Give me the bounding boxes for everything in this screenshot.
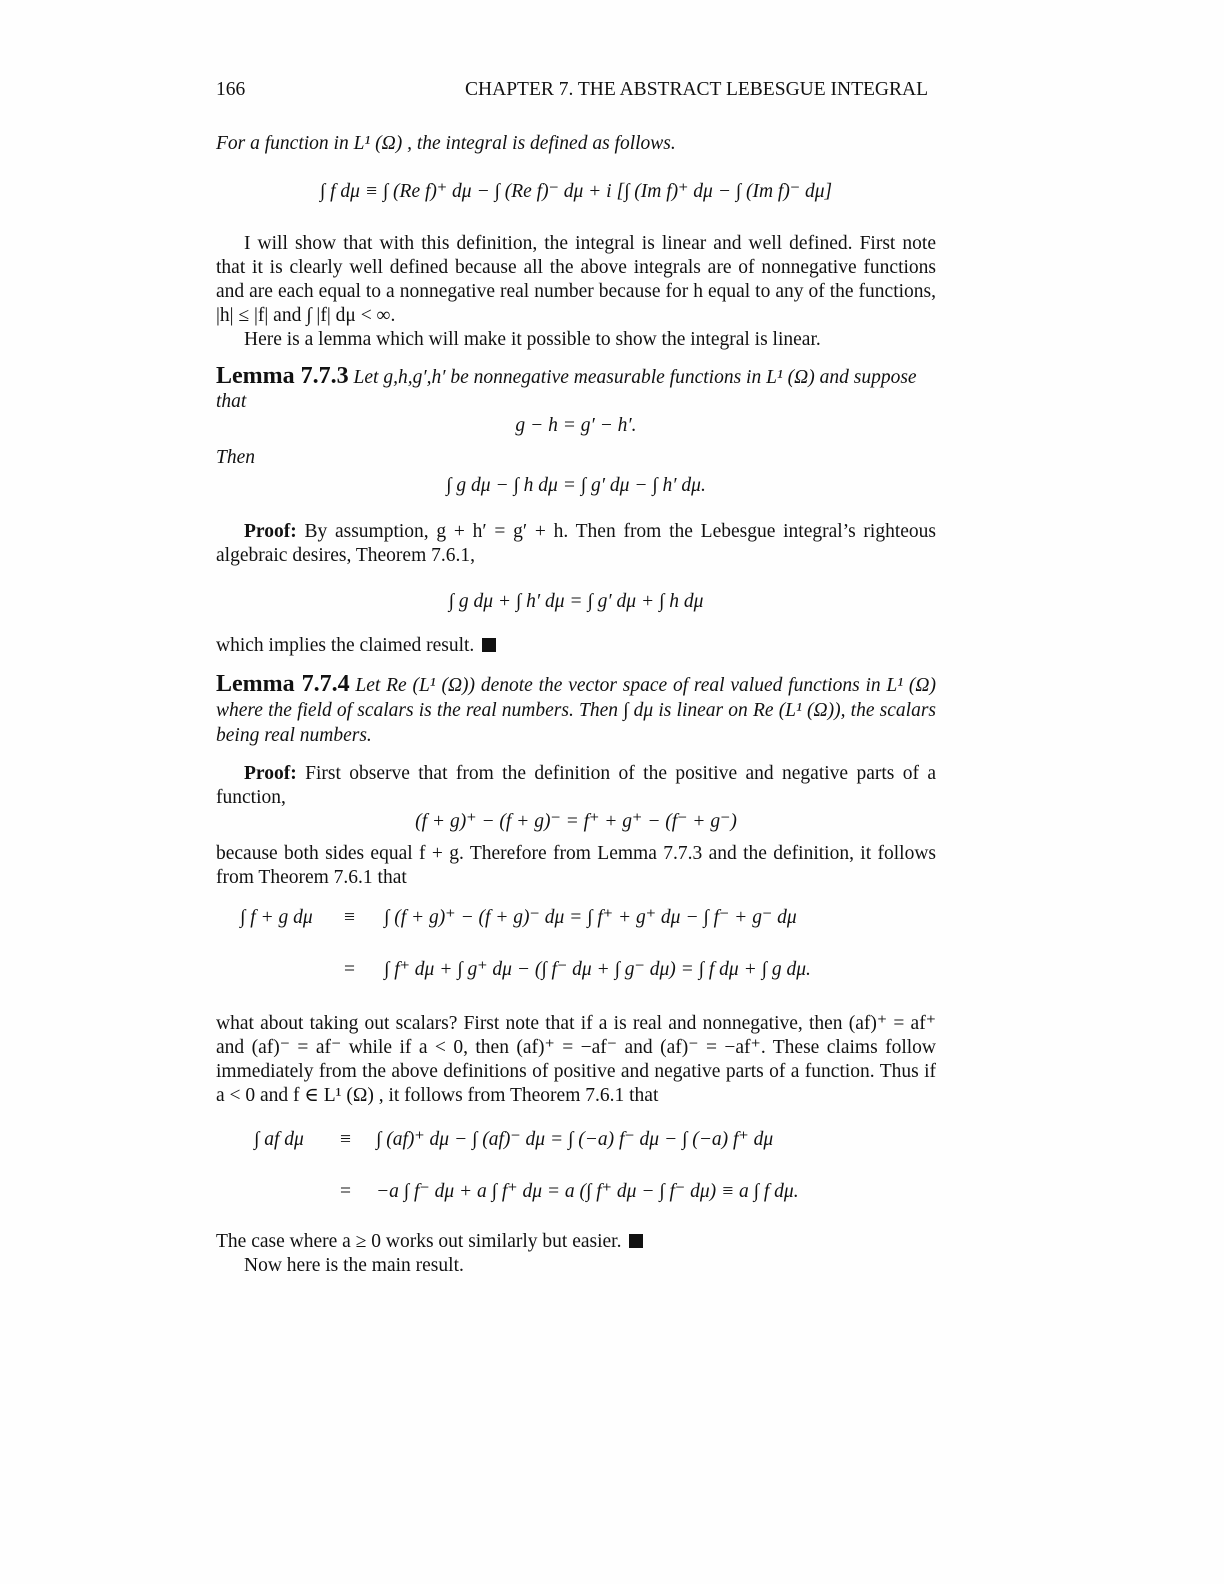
lemma-774-paragraph-therefore	[216, 842, 936, 890]
lemma-774-proof	[216, 762, 936, 810]
lemma-774-proof-text: First observe that from the definition of the positive and negative parts of a function,	[216, 763, 937, 808]
eq2-line2-rhs: ∫ f⁺ dμ + ∫ g⁺ dμ − (∫ f⁻ dμ + ∫ g⁻ dμ) = ∫ f dμ + ∫ g dμ.	[384, 959, 811, 980]
lemma-773-proof-end	[216, 634, 936, 658]
lemma-774-equation-parts: (f + g)⁺ − (f + g)⁻ = f⁺ + g⁺ − (f⁻ + g⁻)	[415, 811, 737, 832]
lemma-773	[216, 364, 936, 414]
eq3-line1-rhs: ∫ (af)⁺ dμ − ∫ (af)⁻ dμ = ∫ (−a) f⁻ dμ − ∫ (−a) f⁺ dμ	[376, 1129, 774, 1150]
definition-sentence: For a function in L¹ (Ω) , the integral is defined as follows.	[216, 133, 676, 154]
eq3-line2-relation: =	[340, 1181, 351, 1202]
qed-square-icon	[629, 1234, 643, 1248]
lemma-773-title: Lemma 7.7.3	[216, 363, 349, 389]
running-title: CHAPTER 7. THE ABSTRACT LEBESGUE INTEGRAL	[465, 79, 928, 100]
lemma-773-equation-sum: ∫ g dμ + ∫ h′ dμ = ∫ g′ dμ + ∫ h dμ	[448, 591, 704, 612]
lemma-773-proof	[216, 520, 936, 568]
lemma-774-statement: Let Re (L¹ (Ω)) denote the vector space of real valued functions in L¹ (Ω) where the field of scalars is the real numbers. Then ∫ dμ is linear on Re (L¹ (Ω)), the scalars being real numbers.	[216, 675, 937, 746]
eq3-line1-lhs: ∫ af dμ	[254, 1129, 304, 1150]
lemma-774-paragraph-scalars: what about taking out scalars? First note that if a is real and nonnegative, then (af)⁺ = af⁺ and (af)⁻ = af⁻ while if a < 0, then (af)⁺ = −af⁻ and (af)⁻ = −af⁺. These claims follow immediately from the above definitions of positive and negative parts of a function. Thus if a < 0 and f ∈ L¹ (Ω) , it follows from Theorem 7.6.1 that	[216, 1013, 936, 1106]
eq2-line1-relation: ≡	[344, 907, 355, 928]
proof-label: Proof:	[244, 763, 297, 784]
qed-square-icon	[482, 638, 496, 652]
final-sentence: Now here is the main result.	[244, 1255, 464, 1276]
lemma-774	[216, 672, 936, 748]
eq2-line2-relation: =	[344, 959, 355, 980]
paragraph-lemma-intro: Here is a lemma which will make it possible to show the integral is linear.	[244, 329, 821, 350]
eq3-line2-rhs: −a ∫ f⁻ dμ + a ∫ f⁺ dμ = a (∫ f⁺ dμ − ∫ f⁻ dμ) ≡ a ∫ f dμ.	[376, 1181, 799, 1202]
paragraph-well-defined: I will show that with this definition, the integral is linear and well defined. First note that it is clearly well defined because all the above integrals are of nonnegative functions and are each equal to a nonnegative real number because for h equal to any of the functions, |h| ≤ |f| and ∫ |f| dμ < ∞.	[216, 233, 936, 326]
lemma-773-equation-conclusion: ∫ g dμ − ∫ h dμ = ∫ g′ dμ − ∫ h′ dμ.	[446, 475, 706, 496]
lemma-773-equation-hypothesis: g − h = g′ − h′.	[515, 415, 637, 436]
lemma-774-closing-text: The case where a ≥ 0 works out similarly but easier.	[216, 1231, 622, 1252]
lemma-774-closing	[216, 1230, 936, 1254]
lemma-774-paragraph-therefore-text: because both sides equal f + g. Therefore from Lemma 7.7.3 and the definition, it follows from Theorem 7.6.1 that	[216, 843, 936, 888]
equation-integral-definition: ∫ f dμ ≡ ∫ (Re f)⁺ dμ − ∫ (Re f)⁻ dμ + i [∫ (Im f)⁺ dμ − ∫ (Im f)⁻ dμ]	[319, 181, 833, 202]
page-number: 166	[216, 79, 246, 100]
eq2-line1-lhs: ∫ f + g dμ	[240, 907, 313, 928]
lemma-773-then: Then	[216, 447, 255, 468]
lemma-773-statement: Let g,h,g′,h′ be nonnegative measurable functions in L¹ (Ω) and suppose that	[216, 367, 917, 412]
proof-label: Proof:	[244, 521, 297, 542]
eq2-line1-rhs: ∫ (f + g)⁺ − (f + g)⁻ dμ = ∫ f⁺ + g⁺ dμ − ∫ f⁻ + g⁻ dμ	[384, 907, 797, 928]
lemma-773-proof-text: By assumption, g + h′ = g′ + h. Then from the Lebesgue integral’s righteous algebraic desires, Theorem 7.6.1,	[216, 521, 936, 566]
eq3-line1-relation: ≡	[340, 1129, 351, 1150]
lemma-773-proof-end-text: which implies the claimed result.	[216, 635, 475, 656]
lemma-774-title: Lemma 7.7.4	[216, 671, 350, 697]
